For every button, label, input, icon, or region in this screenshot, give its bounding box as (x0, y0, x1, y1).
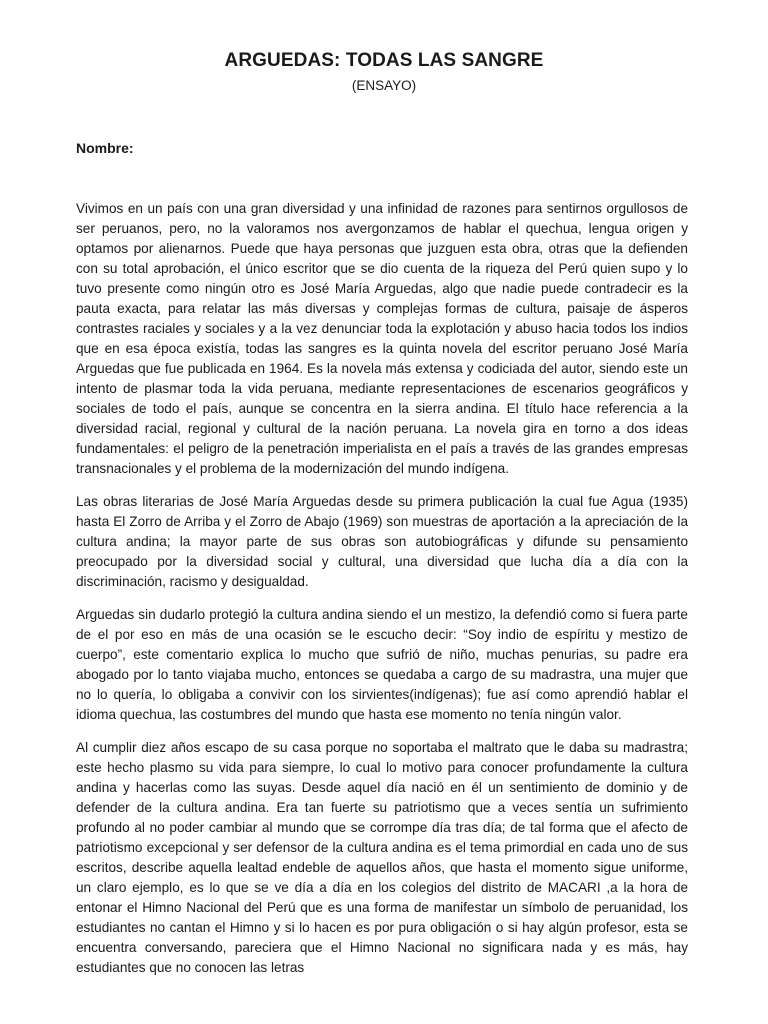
name-label: Nombre: (76, 140, 134, 156)
essay-body (76, 199, 688, 991)
paragraph-1: Vivimos en un país con una gran diversidad y una infinidad de razones para sentirnos orgullosos de ser peruanos, pero, no la valoramos nos avergonzamos de hablar el quechua, lengua origen y optamos por alienarnos. Puede que haya personas que juzguen esta obra, otras que la defienden con su total aprobación, el único escritor que se dio cuenta de la riqueza del Perú quien supo y lo tuvo presente como ningún otro es José María Arguedas, algo que nadie puede contradecir es la pauta exacta, para relatar las más diversas y complejas formas de cultura, paisaje de ásperos contrastes raciales y sociales y a la vez denunciar toda la explotación y abuso hacia todos los indios que en esa época existía, todas las sangres es la quinta novela del escritor peruano José María Arguedas que fue publicada en 1964. Es la novela más extensa y codiciada del autor, siendo este un intento de plasmar toda la vida peruana, mediante representaciones de escenarios geográficos y sociales de todo el país, aunque se concentra en la sierra andina. El título hace referencia a la diversidad racial, regional y cultural de la nación peruana. La novela gira en torno a dos ideas fundamentales: el peligro de la penetración imperialista en el país a través de las grandes empresas transnacionales y el problema de la modernización del mundo indígena. (76, 201, 688, 476)
paragraph-2: Las obras literarias de José María Arguedas desde su primera publicación la cual fue Agua (1935) hasta El Zorro de Arriba y el Zorro de Abajo (1969) son muestras de aportación a la apreciación de la cultura andina; la mayor parte de sus obras son autobiográficas y difunde su pensamiento preocupado por la diversidad social y cultural, una diversidad que lucha día a día con la discriminación, racismo y desigualdad. (76, 494, 688, 589)
paragraph-4: Al cumplir diez años escapo de su casa porque no soportaba el maltrato que le daba su madrastra; este hecho plasmo su vida para siempre, lo cual lo motivo para conocer profundamente la cultura andina y hacerlas como las suyas. Desde aquel día nació en él un sentimiento de dominio y de defender de la cultura andina. Era tan fuerte su patriotismo que a veces sentía un sufrimiento profundo al no poder cambiar al mundo que se corrompe día tras día; de tal forma que el afecto de patriotismo excepcional y ser defensor de la cultura andina es el tema primordial en cada uno de sus escritos, describe aquella lealtad endeble de aquellos años, que hasta el momento sigue uniforme, un claro ejemplo, es lo que se ve día a día en los colegios del distrito de MACARI ,a la hora de entonar el Himno Nacional del Perú que es una forma de manifestar un símbolo de peruanidad, los estudiantes no cantan el Himno y si lo hacen es por pura obligación o si hay algún profesor, esta se encuentra conversando, pareciera que el Himno Nacional no significara nada y es más, hay estudiantes que no conocen las letras (76, 740, 688, 975)
paragraph-3: Arguedas sin dudarlo protegió la cultura andina siendo el un mestizo, la defendió como si fuera parte de el por eso en más de una ocasión se le escucho decir: “Soy indio de espíritu y mestizo de cuerpo”, este comentario explica lo mucho que sufrió de niño, muchas penurias, su padre era abogado por lo tanto viajaba mucho, entonces se quedaba a cargo de su madrastra, una mujer que no lo quería, lo obligaba a convivir con los sirvientes(indígenas); fue así como aprendió hablar el idioma quechua, las costumbres del mundo que hasta ese momento no tenía ningún valor. (76, 607, 688, 722)
document-title: ARGUEDAS: TODAS LAS SANGRE (224, 50, 544, 71)
document-subtitle: (ENSAYO) (351, 78, 417, 93)
